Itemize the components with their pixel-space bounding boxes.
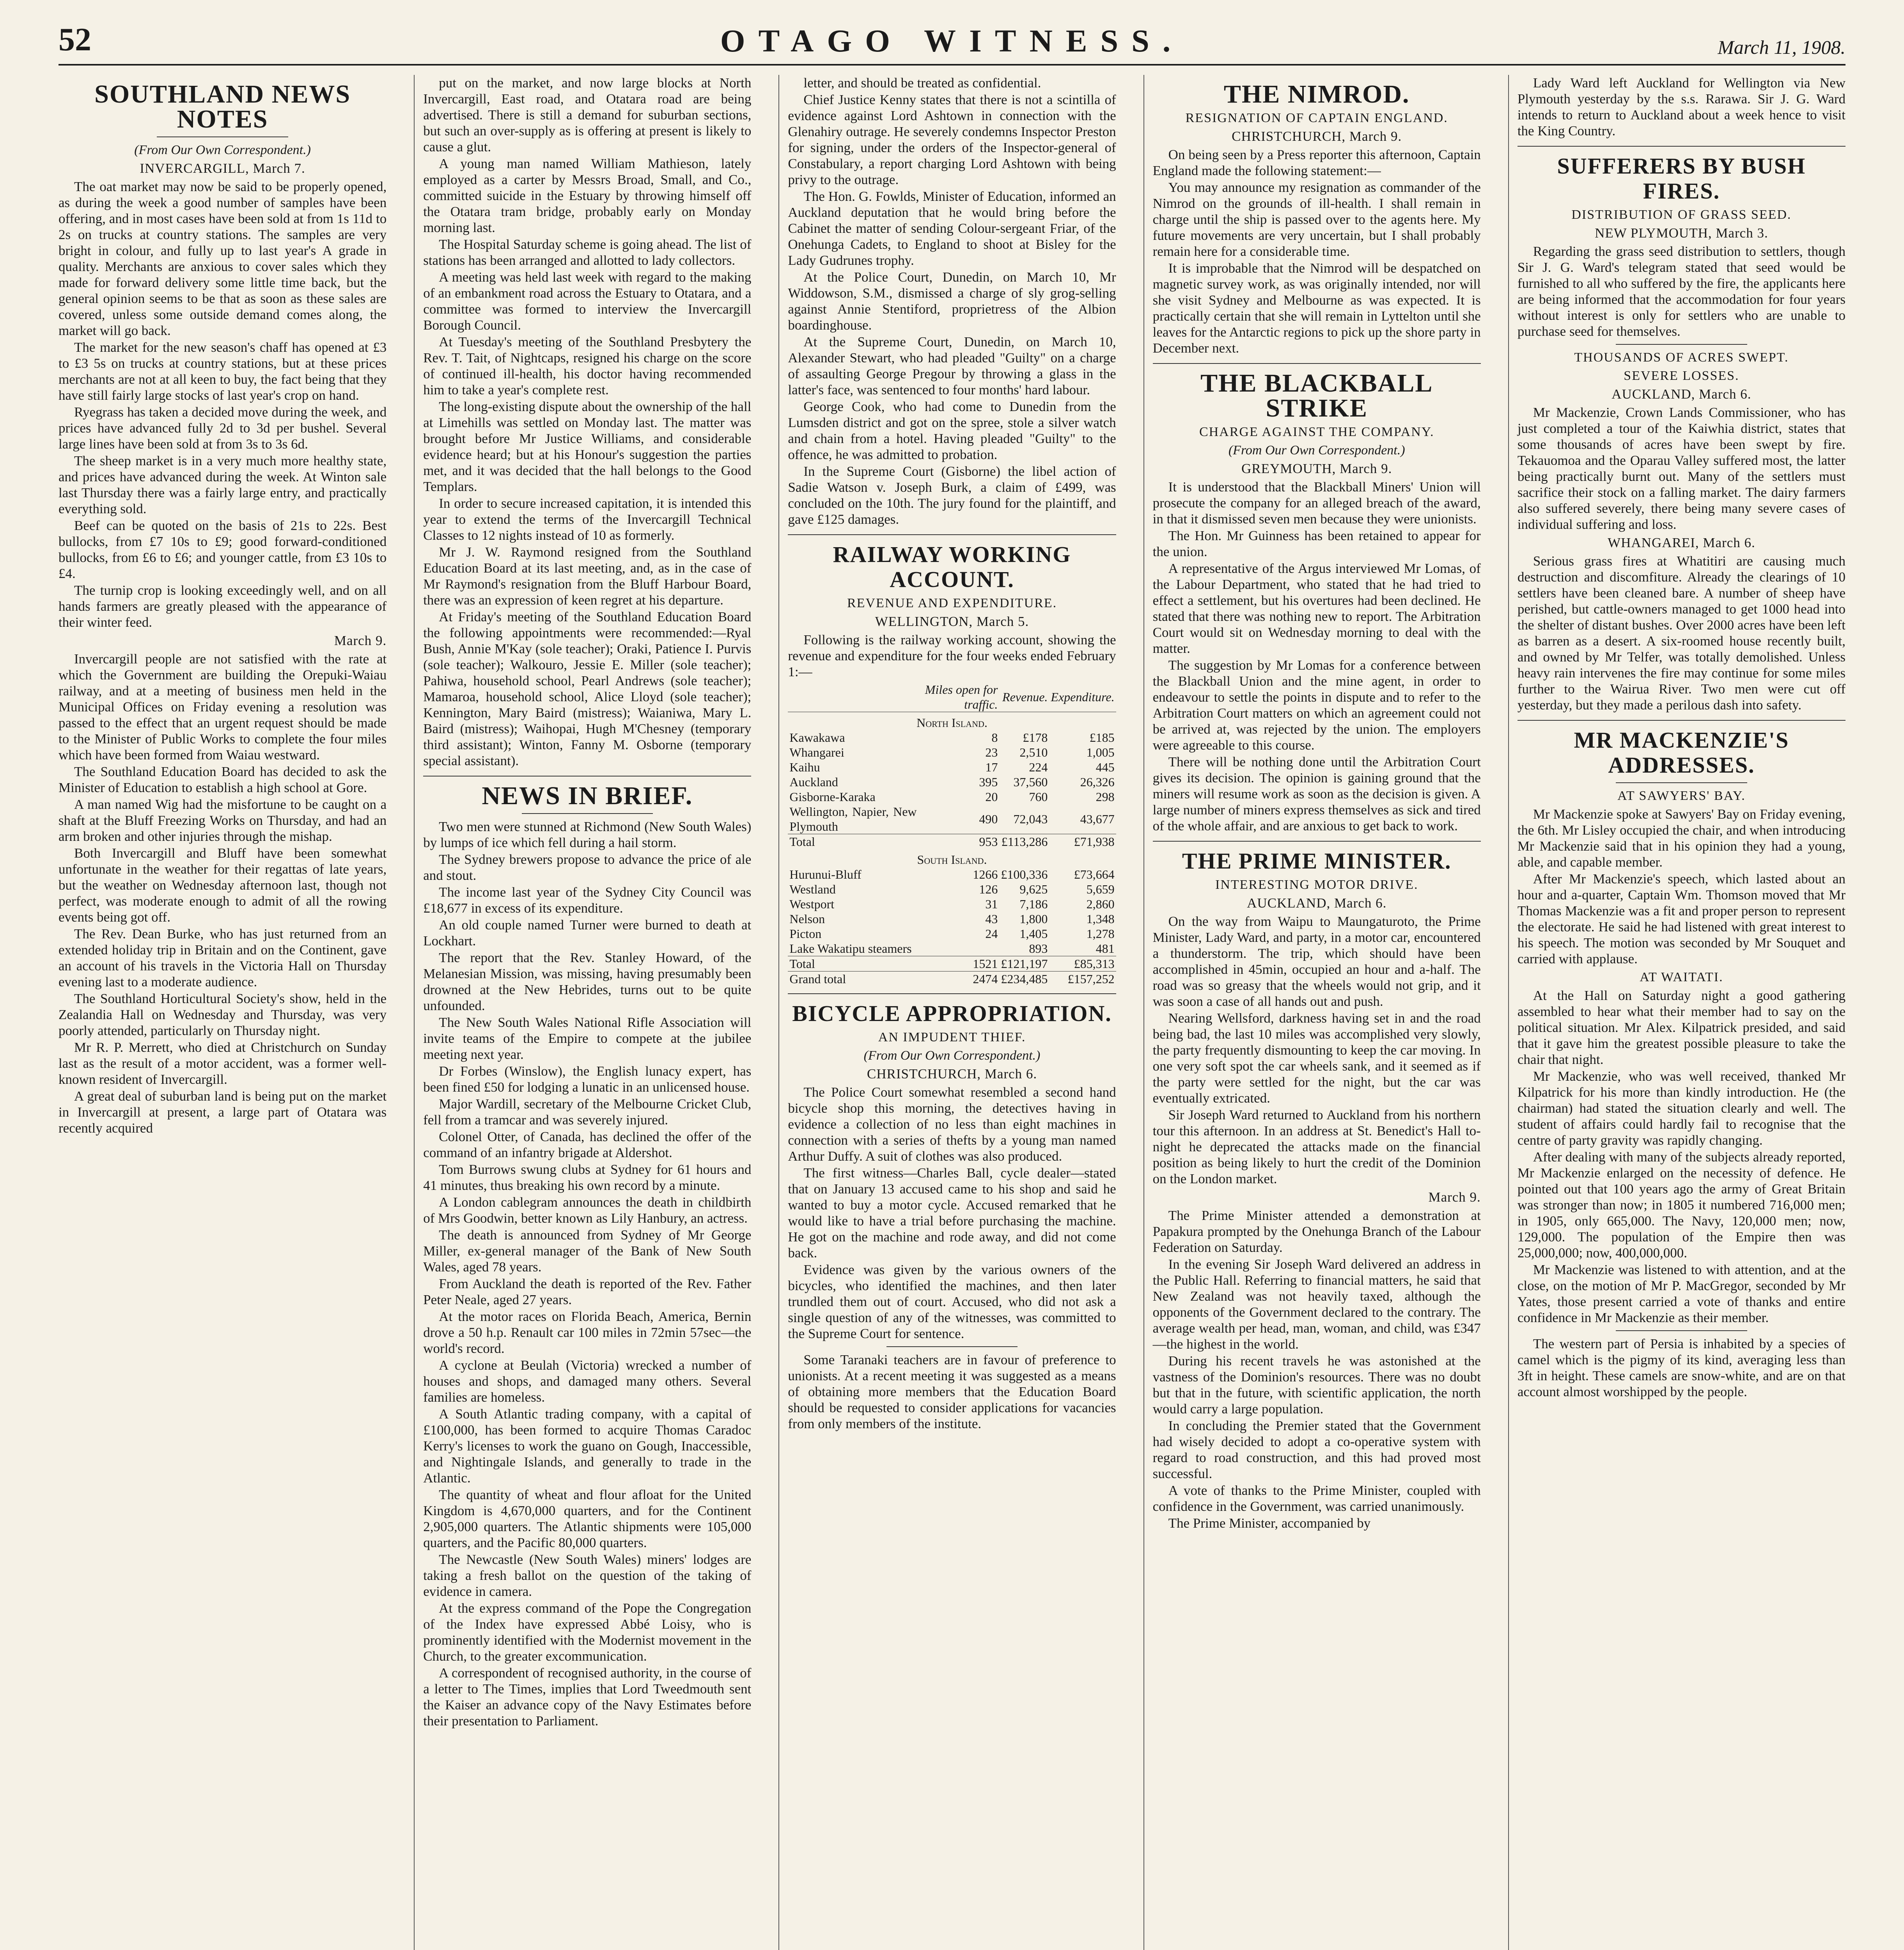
paragraph: At the Police Court, Dunedin, on March 10, Mr Widdowson, S.M., dismissed a charge of sly grog-selling against Annie Stentiford, proprietress of the Albion boardinghouse. <box>788 269 1116 333</box>
paragraph: Both Invercargill and Bluff have been somewhat unfortunate in the weather for their regattas of late years, but the weather on Wednesday afternoon last, though not perfect, was moderate enough to admit of all the rowing events being got off. <box>59 846 387 925</box>
table-cell: 43 <box>985 912 998 926</box>
table-cell: 298 <box>1096 790 1115 804</box>
table-cell: 490 <box>979 812 998 826</box>
bicycle-heading: BICYCLE APPROPRIATION. <box>792 1001 1112 1026</box>
paragraph: At Friday's meeting of the Southland Education Board the following appointments were recommended:—Ryal Bush, Annie M'Kay (sole teacher); Oraki, Patience I. Purvis (sole teacher); Walkouro, Jessie E. Miller (sole teacher); Pahiwa, household school, Pearl Andrews (sole teacher); Mamaroa, household school, Alice Lloyd (sole teacher); Kennington, Mary Baird (mistress); Waianiwa, Mary L. Baird (mistress); Waihopai, Hugh M'Chesney (temporary third assistant); Winton, Fanny M. Osborne (temporary special assistant). <box>423 609 752 768</box>
paragraph: A vote of thanks to the Prime Minister, coupled with confidence in the Government, was carried unanimously. <box>1152 1483 1481 1514</box>
divider <box>886 1346 1018 1347</box>
table-cell: 43,677 <box>1080 812 1115 826</box>
brief-item: Dr Forbes (Winslow), the English lunacy expert, has been fined £50 for lodging a lunatic in an unlicensed house. <box>423 1064 752 1095</box>
column-3 <box>778 75 1124 1950</box>
brief-item: The Sydney brewers propose to advance the price of ale and stout. <box>423 852 752 883</box>
bicycle-subheading: AN IMPUDENT THIEF. <box>878 1030 1026 1044</box>
paragraph: In concluding the Premier stated that the Government had wisely decided to adopt a co-operative system with regard to road construction, and this had proved most successful. <box>1152 1418 1481 1481</box>
premier-subheading: INTERESTING MOTOR DRIVE. <box>1215 878 1418 892</box>
brief-item: From Auckland the death is reported of the Rev. Father Peter Neale, aged 27 years. <box>423 1276 752 1307</box>
brief-item: Two men were stunned at Richmond (New South Wales) by lumps of ice which fell during a hail storm. <box>423 819 752 850</box>
divider <box>1153 841 1481 842</box>
divider <box>522 813 653 814</box>
table-row <box>788 897 1116 911</box>
table-cell: 24 <box>985 927 998 941</box>
railway-table <box>788 682 1116 986</box>
blackball-dateline: GREYMOUTH, March 9. <box>1241 461 1392 476</box>
brief-item: Major Wardill, secretary of the Melbourne Cricket Club, fell from a tramcar and was severely injured. <box>423 1096 752 1127</box>
table-cell: £85,313 <box>1049 956 1116 971</box>
divider <box>1616 782 1747 783</box>
paragraph: The market for the new season's chaff has opened at £3 to £3 5s on trucks at country stations, but at these prices merchants are not at all keen to buy, the fact being that they have still fairly large stocks of last year's crop on hand. <box>59 340 387 403</box>
brief-item: The income last year of the Sydney City Council was £18,677 in excess of its expenditure. <box>423 885 752 916</box>
table-cell: 26,326 <box>1080 775 1115 789</box>
table-cell: 5,659 <box>1086 882 1115 896</box>
table-cell: 953 <box>918 834 1000 849</box>
paragraph: On being seen by a Press reporter this afternoon, Captain England made the following statement:— <box>1152 147 1481 178</box>
table-row <box>788 760 1116 775</box>
blackball-byline: (From Our Own Correspondent.) <box>1228 443 1405 457</box>
table-header: Miles open for traffic. <box>918 682 1000 712</box>
nimrod-subheading: RESIGNATION OF CAPTAIN ENGLAND. <box>1185 111 1448 125</box>
paragraph: The Rev. Dean Burke, who has just returned from an extended holiday trip in Britain and on the Continent, gave an account of his travels in the Victoria Hall on Thursday evening last to a moderate audience. <box>59 926 387 989</box>
divider <box>788 993 1116 994</box>
table-cell: Whangarei <box>789 745 844 759</box>
blackball-heading: THE BLACKBALL STRIKE <box>1200 369 1433 422</box>
paragraph: A representative of the Argus interviewed Mr Lomas, of the Labour Department, who stated that he had tried to effect a settlement, but his overtures had been declined. He stated that there was nothing new to report. The Arbitration Court would sit on Wednesday morning to deal with the matter. <box>1152 561 1481 656</box>
column-4 <box>1143 75 1489 1950</box>
table-cell: Wellington, Napier, New Plymouth <box>789 805 917 833</box>
brief-item: The New South Wales National Rifle Association will invite teams of the Empire to compete at the jubilee meeting next year. <box>423 1015 752 1062</box>
brief-item: A cyclone at Beulah (Victoria) wrecked a number of houses and shops, and damaged many others. Several families are homeless. <box>423 1358 752 1405</box>
brief-item: Colonel Otter, of Canada, has declined the offer of the command of an infantry brigade at Aldershot. <box>423 1129 752 1160</box>
railway-intro: Following is the railway working account, showing the revenue and expenditure for the four weeks ended February 1:— <box>788 632 1116 679</box>
railway-subheading: REVENUE AND EXPENDITURE. <box>847 596 1057 610</box>
table-cell: £71,938 <box>1049 834 1116 849</box>
table-cell: 2,860 <box>1086 897 1115 911</box>
brief-item: The death is announced from Sydney of Mr George Miller, ex-general manager of the Bank of New South Wales, aged 78 years. <box>423 1227 752 1275</box>
table-cell: 445 <box>1096 760 1115 774</box>
paragraph: George Cook, who had come to Dunedin from the Lumsden district and got on the spree, stole a silver watch and chain from a hotel. Having pleaded "Guilty" to the offence, he was admitted to probation. <box>788 399 1116 462</box>
dateline: March 9. <box>334 633 387 648</box>
paragraph: Sir Joseph Ward returned to Auckland from his northern tour this afternoon. In an address at St. Benedict's Hall to-night he deprecated the attacks made on the financial position as being likely to hurt the credit of the Dominion on the London market. <box>1152 1107 1481 1186</box>
paragraph: At the Supreme Court, Dunedin, on March 10, Alexander Stewart, who had pleaded "Guilty" on a charge of assaulting George Pregour by throwing a glass in the latter's face, was sentenced to four months' hard labour. <box>788 334 1116 397</box>
table-cell: 20 <box>985 790 998 804</box>
brief-item: At the express command of the Pope the Congregation of the Index have expressed Abbé Loisy, who is prominently identified with the Modernist movement in the Church, to the greater excommunication. <box>423 1601 752 1664</box>
brief-item: The report that the Rev. Stanley Howard, of the Melanesian Mission, was missing, having presumably been drowned at the New Hebrides, turns out to be quite unfounded. <box>423 950 752 1013</box>
table-cell: Lake Wakatipu steamers <box>789 941 912 956</box>
nimrod-heading: THE NIMROD. <box>1223 80 1410 108</box>
table-cell: 1,800 <box>1019 912 1048 926</box>
table-cell: 37,560 <box>1013 775 1048 789</box>
table-cell: 126 <box>979 882 998 896</box>
brief-item: At the motor races on Florida Beach, America, Bernin drove a 50 h.p. Renault car 100 miles in 72min 57sec—the world's record. <box>423 1309 752 1356</box>
paragraph: put on the market, and now large blocks at North Invercargill, East road, and Otatara road are being advertised. There is still a demand for suburban sections, but such an over-supply as is offering at present is likely to cause a glut. <box>423 75 752 154</box>
paragraph: A great deal of suburban land is being put on the market in Invercargill at present, a large part of Otatara was recently acquired <box>59 1088 387 1136</box>
table-row <box>788 882 1116 897</box>
column-5 <box>1508 75 1845 1950</box>
table-cell <box>918 941 1000 956</box>
table-cell: 9,625 <box>1019 882 1048 896</box>
table-cell: Total <box>788 834 918 849</box>
brief-item: A correspondent of recognised authority, in the course of a letter to The Times, implies that Lord Tweedmouth sent the Kaiser an advance copy of the Navy Estimates before their presentation to Parliament. <box>423 1665 752 1728</box>
acres-dateline-auckland: AUCKLAND, March 6. <box>1611 386 1752 402</box>
table-cell: 1,278 <box>1086 927 1115 941</box>
table-cell: 31 <box>985 897 998 911</box>
mackenzie-heading: MR MACKENZIE'S ADDRESSES. <box>1574 727 1789 778</box>
table-cell: 481 <box>1096 941 1115 956</box>
paragraph: The sheep market is in a very much more healthy state, and prices have advanced during the week. At Winton sale last Thursday there was a fairly large entry, and practically everything sold. <box>59 453 387 516</box>
table-cell: £121,197 <box>999 956 1049 971</box>
newspaper-title: OTAGO WITNESS. <box>720 23 1184 58</box>
brief-item: Tom Burrows swung clubs at Sydney for 61 hours and 41 minutes, thus breaking his own record by a minute. <box>423 1162 752 1193</box>
table-row <box>788 911 1116 926</box>
divider <box>1616 344 1747 345</box>
table-cell: 23 <box>985 745 998 759</box>
dateline: March 9. <box>1428 1190 1481 1205</box>
paragraph: Ryegrass has taken a decided move during the week, and prices have advanced fully 2d to 3d per bushel. Several large lines have been sold at from 3s to 3s 6d. <box>59 404 387 452</box>
paragraph: The turnip crop is looking exceedingly well, and on all hands farmers are greatly pleased with the appearance of their winter feed. <box>59 583 387 630</box>
brief-item: An old couple named Turner were burned to death at Lockhart. <box>423 917 752 948</box>
table-cell: Kawakawa <box>789 730 845 745</box>
paragraph: In order to secure increased capitation, it is intended this year to extend the terms of the Invercargill Technical Classes to 12 nights instead of 10 as formerly. <box>423 496 752 543</box>
table-cell: £113,286 <box>999 834 1049 849</box>
paragraph: The long-existing dispute about the ownership of the hall at Limehills was settled on Monday last. The matter was brought before Mr Justice Williams, and considerable evidence heard; but at his Honour's suggestion the parties met, and it was decided that the hall belongs to the Good Templars. <box>423 399 752 494</box>
paragraph: The Prime Minister, accompanied by <box>1168 1516 1371 1531</box>
paragraph: letter, and should be treated as confidential. <box>803 75 1041 90</box>
southland-body <box>59 179 386 1136</box>
paragraph: Nearing Wellsford, darkness having set in and the road being bad, the last 10 miles was accomplished very slowly, the party frequently dismounting to keep the car moving. In one very soft spot the car wheels sank, and it seemed as if the party were settled for the night, but the car was eventually extricated. <box>1152 1010 1481 1106</box>
mackenzie-subheading-sawyers-bay: AT SAWYERS' BAY. <box>1617 789 1746 803</box>
paragraph: At Tuesday's meeting of the Southland Presbytery the Rev. T. Tait, of Nightcaps, resigned his charge on the score of continued ill-health, his doctor having recommended him to take a year's complete rest. <box>423 334 752 397</box>
bicycle-byline: (From Our Own Correspondent.) <box>863 1048 1041 1063</box>
mackenzie-subheading-waitati: AT WAITATI. <box>1640 970 1723 984</box>
paragraph: A young man named William Mathieson, lately employed as a carter by Messrs Broad, Small, and Co., committed suicide in the Estuary by throwing himself off the Otatara tram bridge, probably early on Monday morning last. <box>423 156 752 235</box>
table-cell: 2474 <box>918 971 1000 987</box>
table-total-row <box>788 834 1116 849</box>
masthead <box>59 23 1845 66</box>
table-cell: £100,336 <box>1001 867 1048 881</box>
table-cell: 7,186 <box>1019 897 1048 911</box>
table-cell: Nelson <box>789 912 825 926</box>
railway-table-body <box>788 712 1116 987</box>
paragraph: Mr Mackenzie was listened to with attention, and at the close, on the motion of Mr P. MacGregor, seconded by Mr Yates, those present carried a vote of thanks and entire confidence in Mr Mackenzie as their member. <box>1517 1262 1846 1325</box>
paragraph: Invercargill people are not satisfied with the rate at which the Government are building the Orepuki-Waiau railway, and at a meeting of business men held in the Municipal Offices on Friday evening a resolution was passed to the effect that an urgent request should be made to the Minister of Public Works to complete the four miles which have been formed from Waiau westward. <box>59 651 387 762</box>
paragraph: In the Supreme Court (Gisborne) the libel action of Sadie Watson v. Joseph Burk, a claim of £499, was concluded on the 10th. The jury found for the plaintiff, and gave £125 damages. <box>788 464 1116 527</box>
paragraph: After dealing with many of the subjects already reported, Mr Mackenzie enlarged on the necessity of defence. He pointed out that 100 years ago the army of Great Britain was stronger than now; in 1805 it numbered 716,000 men; in 1905, only 665,000. The Navy, 120,000 men; now, 129,000. The population of the Empire then was 25,000,000; now, 400,000,000. <box>1517 1149 1846 1260</box>
table-cell: 17 <box>985 760 998 774</box>
table-row <box>788 867 1116 882</box>
table-row <box>788 804 1116 834</box>
table-section-label: South Island. <box>917 853 987 867</box>
bush-fires-heading: SUFFERERS BY BUSH FIRES. <box>1557 153 1806 204</box>
paragraph: You may announce my resignation as commander of the Nimrod on the grounds of ill-health. I shall remain in charge until the ship is passed over to the agents here. My future movements are very uncertain, but I shall probably remain here for a considerable time. <box>1152 180 1481 259</box>
table-row <box>788 730 1116 745</box>
premier-dateline: AUCKLAND, March 6. <box>1247 895 1387 911</box>
table-section-row <box>788 712 1116 730</box>
paragraph: Mr Mackenzie, who was well received, thanked Mr Kilpatrick for his more than kindly introduction. He (the chairman) had stated the situation clearly and well. The student of affairs could hardly fail to recognise that the centre of party gravity was rapidly changing. <box>1517 1069 1846 1148</box>
table-row <box>788 745 1116 760</box>
divider <box>1518 146 1845 147</box>
paragraph: Beef can be quoted on the basis of 21s to 22s. Best bullocks, from £7 10s to £9; good forward-conditioned bullocks, from £6 to £6; and younger cattle, from £3 10s to £4. <box>59 518 387 581</box>
paragraph: Regarding the grass seed distribution to settlers, though Sir J. G. Ward's telegram stated that seed would be furnished to all who suffered by the fire, the applicants here are being informed that the accommodation for four years without interest is only for settlers who are unable to purchase seed for themselves. <box>1517 244 1846 339</box>
paragraph: A meeting was held last week with regard to the making of an embankment road across the Estuary to Otatara, and a committee was formed to interview the Invercargill Borough Council. <box>423 269 752 333</box>
paragraph: The first witness—Charles Ball, cycle dealer—stated that on January 13 accused came to his shop and said he wanted to buy a motor cycle. Accused remarked that he would like to have a trial before purchasing the machine. He got on the machine and rode away, and did not come back. <box>788 1165 1116 1260</box>
table-cell: Auckland <box>789 775 838 789</box>
southland-dateline: INVERCARGILL, March 7. <box>140 161 305 176</box>
table-cell: 1,405 <box>1019 927 1048 941</box>
table-cell: 2,510 <box>1019 745 1048 759</box>
article-columns <box>59 75 1845 1950</box>
table-row <box>788 789 1116 804</box>
railway-heading: RAILWAY WORKING ACCOUNT. <box>833 542 1071 592</box>
divider <box>1616 1330 1747 1331</box>
table-cell: Westland <box>789 882 836 896</box>
table-section-row <box>788 849 1116 867</box>
brief-item: The Newcastle (New South Wales) miners' lodges are taking a fresh ballot on the question of the taking of evidence in camera. <box>423 1552 752 1599</box>
paragraph: The Hon. Mr Guinness has been retained to appear for the union. <box>1152 528 1481 559</box>
acres-dateline-whangarei: WHANGAREI, March 6. <box>1608 535 1755 550</box>
paragraph: The Southland Horticultural Society's show, held in the Zealandia Hall on Wednesday and Thursday, was very poorly attended, particularly on Thursday night. <box>59 991 387 1038</box>
paragraph: During his recent travels he was astonished at the vastness of the Dominion's resources. There was no doubt but that in the future, with scientific application, the north would carry a large population. <box>1152 1353 1481 1416</box>
paragraph: A man named Wig had the misfortune to be caught on a shaft at the Bluff Freezing Works on Thursday, and had an arm broken and other injuries through the mishap. <box>59 797 387 844</box>
table-header: Revenue. <box>999 682 1049 712</box>
acres-heading: THOUSANDS OF ACRES SWEPT. <box>1574 350 1789 365</box>
table-cell: 1266 <box>973 867 998 881</box>
page-number: 52 <box>59 21 91 58</box>
paragraph: The oat market may now be said to be properly opened, as during the week a good number of samples have been offering, and in most cases have been sold at from 1s 11d to 2s on trucks at country stations. The samples are very bright in colour, and fully up to last year's A grade in quality. Merchants are anxious to cover sales which they made for forward delivery some little time back, but the general opinion seems to be that as soon as these sales are covered, unless some outside demand comes along, the market will go back. <box>59 179 387 338</box>
paragraph: Evidence was given by the various owners of the bicycles, who identified the machines, and then later trundled them out of court. Accused, who did not ask a single question of any of the witnesses, was committed to the Supreme Court for sentence. <box>788 1262 1116 1341</box>
paragraph: The Police Court somewhat resembled a second hand bicycle shop this morning, the detectives having in evidence a collection of no less than eight machines in connection with a series of thefts by a young man named Arthur Duffy. A suit of clothes was also produced. <box>788 1085 1116 1164</box>
bush-fires-dateline: NEW PLYMOUTH, March 3. <box>1595 225 1768 241</box>
table-cell: Gisborne-Karaka <box>789 790 876 804</box>
table-header: Expenditure. <box>1049 682 1116 712</box>
table-header <box>788 682 918 712</box>
paragraph: The Hon. G. Fowlds, Minister of Education, informed an Auckland deputation that he would bring before the Cabinet the matter of sending Colour-sergeant Friar, of the Onehunga Cadets, to England to shoot at Bisley for the Lady Gudrunes trophy. <box>788 189 1116 268</box>
table-cell: Westport <box>789 897 835 911</box>
table-cell: Grand total <box>788 971 918 987</box>
table-cell: Hurunui-Bluff <box>789 867 862 881</box>
table-cell: 760 <box>1029 790 1048 804</box>
table-total-row <box>788 956 1116 971</box>
paragraph: The Southland Education Board has decided to ask the Minister of Education to establish a high school at Gore. <box>59 764 387 795</box>
issue-date: March 11, 1908. <box>1718 36 1845 58</box>
premier-heading: THE PRIME MINISTER. <box>1182 848 1452 874</box>
paragraph: The western part of Persia is inhabited by a species of camel which is the pigmy of its kind, averaging less than 3ft in height. These camels are snow-white, and are on that account almost worshipped by the people. <box>1517 1336 1846 1399</box>
table-row <box>788 926 1116 941</box>
table-cell: Picton <box>789 927 822 941</box>
paragraph: The Prime Minister attended a demonstration at Papakura prompted by the Onehunga Branch of the Labour Federation on Saturday. <box>1152 1208 1481 1255</box>
paragraph: Serious grass fires at Whatitiri are causing much destruction and discomfiture. Already the clearings of 10 settlers have been cleaned bare. A number of sheep have perished, but cattle-owners managed to get 1000 head into the shelter of distant bushes. Over 2000 acres have been left as barren as a desert. A six-roomed house recently built, and owned by Mr Telfer, was totally demolished. Unless heavy rain intervenes the fire may continue for some miles further to the Wairua River. Two men were cut off yesterday, but they made a perilous dash into safety. <box>1517 553 1846 713</box>
paragraph: Mr J. W. Raymond resigned from the Southland Education Board at its last meeting, and, as in the case of Mr Raymond's resignation from the Bluff Harbour Board, there was an expression of keen regret at his departure. <box>423 544 752 608</box>
paragraph: Lady Ward left Auckland for Wellington via New Plymouth yesterday by the s.s. Rarawa. Sir J. G. Ward intends to return to Auckland about a week hence to visit the King Country. <box>1517 75 1846 138</box>
news-in-brief-heading: NEWS IN BRIEF. <box>482 782 693 810</box>
southland-heading: SOUTHLAND NEWS NOTES <box>94 80 351 133</box>
paragraph: Mr Mackenzie, Crown Lands Commissioner, who has just completed a tour of the Kaiwhia district, states that some thousands of acres have been swept by fire. Tekauomoa and the Oparau Valley suffered most, the latter being practically burnt out. Many of the settlers must sacrifice their stock on a falling market. The dairy farmers also suffered severely, there being many severe cases of individual suffering and loss. <box>1517 405 1846 532</box>
railway-dateline: WELLINGTON, March 5. <box>875 614 1029 629</box>
column-2 <box>414 75 760 1950</box>
table-cell: Total <box>788 956 918 971</box>
table-total-row <box>788 971 1116 987</box>
bush-fires-subheading: DISTRIBUTION OF GRASS SEED. <box>1571 207 1792 222</box>
divider <box>1518 720 1845 721</box>
paragraph: The suggestion by Mr Lomas for a conference between the Blackball Union and the mine agent, in order to endeavour to settle the points in dispute and to refer to the Arbitration Court matters on which an agreement could not be arrived at, was rejected by the union. The employers were agreeable to this course. <box>1152 658 1481 753</box>
table-cell: Kaihu <box>789 760 820 774</box>
table-cell: 1521 <box>918 956 1000 971</box>
bicycle-dateline: CHRISTCHURCH, March 6. <box>867 1066 1037 1081</box>
paragraph: Some Taranaki teachers are in favour of preference to unionists. At a recent meeting it was suggested as a means of obtaining more members that the Education Board should be requested to consider applications for vacancies from only members of the institute. <box>788 1352 1116 1431</box>
blackball-subheading: CHARGE AGAINST THE COMPANY. <box>1199 425 1434 439</box>
paragraph: After Mr Mackenzie's speech, which lasted about an hour and a-quarter, Captain Wm. Thomson moved that Mr Thomas Mackenzie was a fit and proper person to represent the electorate. He said he had listened with great interest to his speech. The motion was seconded by Mr Souquet and carried with applause. <box>1517 871 1846 966</box>
table-cell: £234,485 <box>999 971 1049 987</box>
table-row <box>788 941 1116 956</box>
table-cell: £185 <box>1089 730 1115 745</box>
table-header-row <box>788 682 1116 712</box>
southland-byline: (From Our Own Correspondent.) <box>134 143 311 157</box>
table-cell: 1,348 <box>1086 912 1115 926</box>
paragraph: The Hospital Saturday scheme is going ahead. The list of stations has been arranged and allotted to lady collectors. <box>423 237 752 268</box>
paragraph: In the evening Sir Joseph Ward delivered an address in the Public Hall. Referring to financial matters, he said that New Zealand was not heavily taxed, although the opponents of the Government declared to the contrary. The average wealth per head, man, woman, and child, was £347—the highest in the world. <box>1152 1257 1481 1352</box>
table-cell: 893 <box>1029 941 1048 956</box>
column-1 <box>59 75 395 1950</box>
divider <box>157 136 288 137</box>
paragraph: It is improbable that the Nimrod will be despatched on magnetic survey work, as was originally intended, nor will she visit Sydney and Melbourne as was expected. It is practically certain that she will remain in Lyttelton until she leaves for the Antarctic regions to pick up the shore party in December next. <box>1152 261 1481 356</box>
table-row <box>788 775 1116 789</box>
paragraph: It is understood that the Blackball Miners' Union will prosecute the company for an alleged breach of the award, in that it dismissed seven men because they were unionists. <box>1152 479 1481 526</box>
divider <box>788 534 1116 535</box>
paragraph: On the way from Waipu to Maungaturoto, the Prime Minister, Lady Ward, and party, in a motor car, encountered a thunderstorm. The trip, which should have been accomplished in 45min, occupied an hour and a-half. The road was so greasy that the wheels would not grip, and it was soon a case of all hands out and push. <box>1152 914 1481 1009</box>
paragraph: Chief Justice Kenny states that there is not a scintilla of evidence against Lord Ashtown in connection with the Glenahiry outrage. He severely condemns Inspector Preston for signing, under the orders of the Inspector-general of Constabulary, a report charging Lord Ashtown with being privy to the outrage. <box>788 92 1116 187</box>
table-cell: 395 <box>979 775 998 789</box>
brief-item: The quantity of wheat and flour afloat for the United Kingdom is 4,670,000 quarters, and for the Continent 2,905,000 quarters. The Atlantic shipments were 105,000 quarters, and the Pacific 80,000 quarters. <box>423 1487 752 1550</box>
table-section-label: North Island. <box>917 716 987 730</box>
paragraph: Mr Mackenzie spoke at Sawyers' Bay on Friday evening, the 6th. Mr Lisley occupied the chair, and when introducing Mr Mackenzie said that in his opinion they had a young, able, and capable member. <box>1517 807 1846 870</box>
divider <box>1153 363 1481 364</box>
brief-item: A London cablegram announces the death in childbirth of Mrs Goodwin, better known as Lily Hanbury, an actress. <box>423 1195 752 1226</box>
paragraph: There will be nothing done until the Arbitration Court gives its decision. The opinion is gaining ground that the miners will resume work as soon as the decision is given. A large number of miners express themselves as sick and tired of the whole affair, and are anxious to get back to work. <box>1152 754 1481 833</box>
acres-subheading: SEVERE LOSSES. <box>1624 369 1739 383</box>
table-cell: 8 <box>991 730 998 745</box>
table-cell: £178 <box>1023 730 1048 745</box>
table-cell: 1,005 <box>1086 745 1115 759</box>
brief-items <box>423 819 751 1729</box>
table-cell: £73,664 <box>1074 867 1115 881</box>
paragraph: At the Hall on Saturday night a good gathering assembled to hear what their member had to say on the political situation. Mr Alex. Kilpatrick presided, and said that it gave him the greatest possible pleasure to take the chair that night. <box>1517 988 1846 1067</box>
table-cell: 72,043 <box>1013 812 1048 826</box>
paragraph: Mr R. P. Merrett, who died at Christchurch on Sunday last as the result of a motor accident, was a former well-known resident of Invercargill. <box>59 1040 387 1087</box>
table-cell: 224 <box>1029 760 1048 774</box>
table-cell: £157,252 <box>1049 971 1116 987</box>
nimrod-dateline: CHRISTCHURCH, March 9. <box>1232 129 1402 144</box>
brief-item: A South Atlantic trading company, with a capital of £100,000, has been formed to acquire Thomas Caradoc Kerry's licenses to work the guano on Gough, Inaccessible, and Nightingale Islands, and generally to trade in the Atlantic. <box>423 1406 752 1486</box>
